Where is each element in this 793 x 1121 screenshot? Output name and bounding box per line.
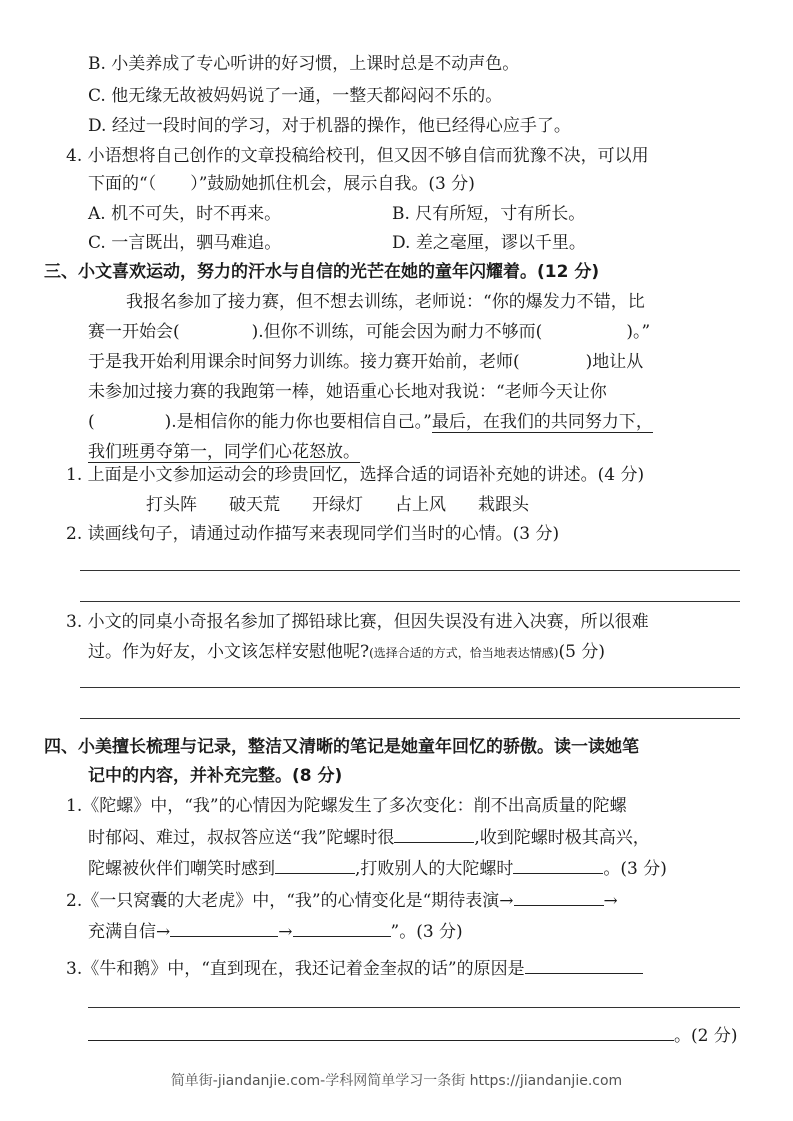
s4-q3-line1 (66, 955, 643, 981)
fill-blank[interactable] (275, 855, 355, 874)
fill-blank[interactable] (293, 918, 391, 937)
word-item: 栽跟头 (478, 495, 529, 515)
s3-q1: 1. 上面是小文参加运动会的珍贵回忆，选择合适的词语补充她的讲述。(4 分) (66, 465, 645, 485)
fill-blank[interactable] (170, 918, 278, 937)
question-score: (5 分) (558, 642, 605, 662)
underlined-sentence-part1: 最后，在我们的共同努力下， (431, 412, 653, 432)
fill-blank[interactable] (514, 887, 604, 906)
question-hint: (选择合适的方式，恰当地表达情感) (369, 646, 559, 660)
s4-q3-line3 (88, 1022, 737, 1048)
q4-stem-line2: 下面的“（ ）”鼓励她抓住机会，展示自我。(3 分) (88, 174, 475, 194)
word-item: 打头阵 (146, 495, 197, 515)
passage-text: ).但你不训练，可能会因为耐力不够而( (251, 322, 543, 342)
question-text: 时郁闷、难过，叔叔答应送“我”陀螺时很 (88, 828, 395, 848)
s3-q2: 2. 读画线句子，请通过动作描写来表现同学们当时的心情。(3 分) (66, 524, 560, 544)
passage-text: ( (88, 412, 95, 432)
question-text: 3.《牛和鹅》中，“直到现在，我还记着金奎叔的话”的原因是 (66, 959, 525, 979)
option-b: B. 小美养成了专心听讲的好习惯，上课时总是不动声色。 (88, 54, 520, 74)
question-text: 2.《一只窝囊的大老虎》中，“我”的心情变化是“期待表演→ (66, 891, 514, 911)
answer-line[interactable] (80, 570, 740, 571)
passage-text: ).是相信你的能力你也要相信自己。” (164, 412, 432, 432)
question-text: ,打败别人的大陀螺时 (355, 859, 514, 879)
fill-blank[interactable] (394, 824, 474, 843)
question-text: 陀螺被伙伴们嘲笑时感到 (88, 859, 275, 879)
section3-heading: 三、小文喜欢运动，努力的汗水与自信的光芒在她的童年闪耀着。(12 分) (44, 262, 600, 282)
s4-q1-line1: 1.《陀螺》中，“我”的心情因为陀螺发生了多次变化：削不出高质量的陀螺 (66, 796, 627, 816)
question-text: 充满自信→ (88, 922, 171, 942)
question-score: ”。(3 分) (390, 922, 463, 942)
option-c: C. 他无缘无故被妈妈说了一通，一整天都闷闷不乐的。 (88, 86, 503, 106)
s3-q3-line1: 3. 小文的同桌小奇报名参加了掷铅球比赛，但因失误没有进入决赛，所以很难 (66, 612, 649, 632)
word-item: 占上风 (395, 495, 446, 515)
fill-blank[interactable] (525, 955, 643, 974)
s4-q2-line2 (88, 918, 463, 944)
passage-text: 赛一开始会( (88, 322, 180, 342)
q4-option-d: D. 差之毫厘，谬以千里。 (392, 233, 586, 253)
q4-option-c: C. 一言既出，驷马难追。 (88, 233, 282, 253)
passage-text: )。” (626, 322, 651, 342)
arrow-text: → (603, 891, 618, 911)
passage-line2 (88, 320, 650, 344)
passage-line3 (88, 350, 643, 374)
q4-stem-line1: 4. 小语想将自己创作的文章投稿给校刊，但又因不够自信而犹豫不决，可以用 (66, 146, 649, 166)
answer-line[interactable] (80, 601, 740, 602)
passage-line4: 未参加过接力赛的我跑第一棒，她语重心长地对我说：“老师今天让你 (88, 382, 607, 402)
answer-line[interactable] (80, 718, 740, 719)
fill-blank[interactable] (513, 855, 603, 874)
s3-q3-line2 (88, 640, 605, 665)
word-bank (146, 493, 561, 517)
passage-text: 于是我开始利用课余时间努力训练。接力赛开始前，老师( (88, 352, 520, 372)
option-d: D. 经过一段时间的学习，对于机器的操作，他已经得心应手了。 (88, 116, 571, 136)
passage-line1: 我报名参加了接力赛，但不想去训练，老师说：“你的爆发力不错，比 (126, 292, 645, 312)
q4-option-a: A. 机不可失，时不再来。 (88, 204, 282, 224)
question-text: ,收到陀螺时极其高兴， (474, 828, 650, 848)
section4-heading-line1: 四、小美擅长梳理与记录，整洁又清晰的笔记是她童年回忆的骄傲。读一读她笔 (44, 737, 639, 757)
word-item: 破天荒 (229, 495, 280, 515)
underlined-sentence-part2: 我们班勇夺第一，同学们心花怒放。 (88, 442, 360, 462)
fill-blank[interactable] (88, 1022, 674, 1041)
s4-q1-line2 (88, 824, 650, 850)
s4-q2-line1 (66, 887, 618, 913)
passage-text: )地让从 (585, 352, 644, 372)
answer-line[interactable] (80, 687, 740, 688)
answer-line[interactable] (88, 1007, 740, 1008)
section4-heading-line2: 记中的内容，并补充完整。(8 分) (88, 766, 343, 786)
passage-line6 (88, 440, 360, 464)
s4-q1-line3 (88, 855, 667, 881)
word-item: 开绿灯 (312, 495, 363, 515)
question-score: 。(3 分) (603, 859, 667, 879)
arrow-text: → (278, 922, 293, 942)
question-score: 。(2 分) (674, 1026, 738, 1046)
q4-option-b: B. 尺有所短，寸有所长。 (392, 204, 586, 224)
footer-watermark: 简单街-jiandanjie.com-学科网简单学习一条街 https://jiandanjie.com (170, 1073, 623, 1089)
question-text: 过。作为好友，小文该怎样安慰他呢? (88, 642, 370, 662)
passage-line5 (88, 410, 653, 434)
